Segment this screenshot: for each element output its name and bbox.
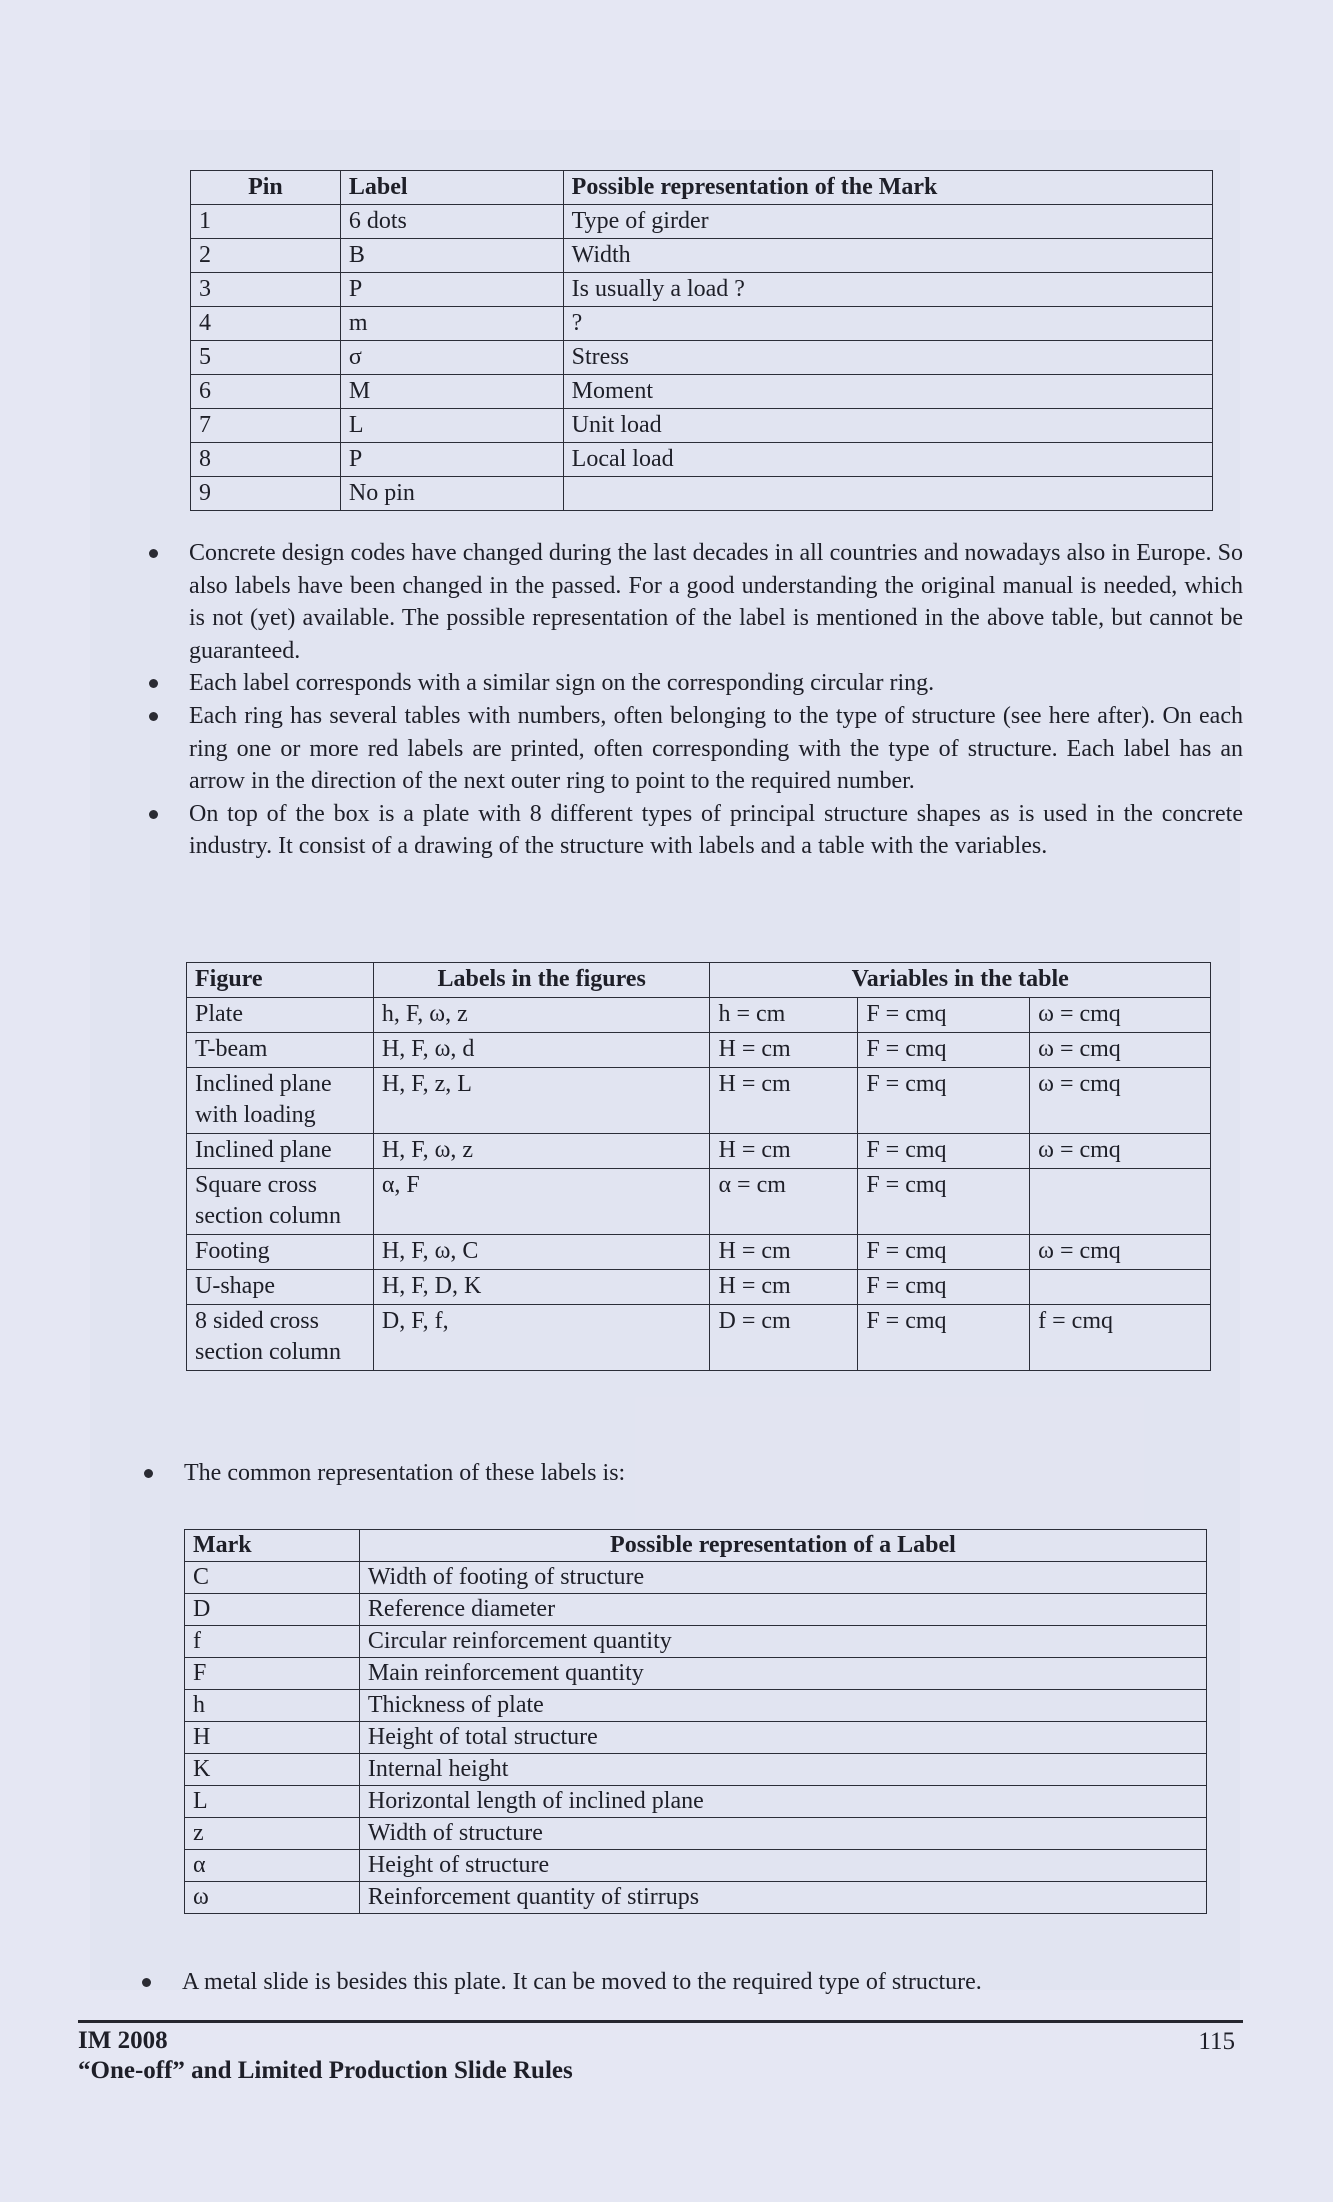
representation-cell: Thickness of plate — [359, 1690, 1206, 1722]
representation-cell: Is usually a load ? — [563, 273, 1212, 307]
header-representation: Possible representation of a Label — [359, 1530, 1206, 1562]
variable-cell: F = cmq — [858, 1134, 1030, 1169]
representation-cell: Width of structure — [359, 1818, 1206, 1850]
table-row — [187, 1134, 1211, 1169]
structure-figure-table — [186, 962, 1211, 1371]
pin-cell: 2 — [191, 239, 341, 273]
representation-cell: Reference diameter — [359, 1594, 1206, 1626]
bullet-text: On top of the box is a plate with 8 different types of principal structure shapes as is used in the concrete industry. It consist of a drawing of the structure with labels and a table with the variables. — [189, 800, 1243, 860]
labels-cell: D, F, f, — [373, 1305, 710, 1371]
footer-article-title: “One-off” and Limited Production Slide Rules — [78, 2057, 573, 2084]
mark-cell: K — [185, 1754, 360, 1786]
table-row — [185, 1754, 1207, 1786]
representation-cell: Unit load — [563, 409, 1212, 443]
table-row — [185, 1562, 1207, 1594]
pin-cell: 6 — [191, 375, 341, 409]
table-row — [187, 1068, 1211, 1134]
variable-cell: F = cmq — [858, 1169, 1030, 1235]
mark-cell: z — [185, 1818, 360, 1850]
representation-cell: Reinforcement quantity of stirrups — [359, 1882, 1206, 1914]
representation-cell: Horizontal length of inclined plane — [359, 1786, 1206, 1818]
mark-cell: C — [185, 1562, 360, 1594]
mark-cell: f — [185, 1626, 360, 1658]
header-figure: Figure — [187, 963, 374, 998]
bullet-text: A metal slide is besides this plate. It can be moved to the required type of structure. — [182, 1969, 982, 1995]
table-row — [191, 477, 1213, 511]
variable-cell: ω = cmq — [1030, 1134, 1211, 1169]
figure-cell: Inclined plane — [187, 1134, 374, 1169]
labels-cell: H, F, ω, z — [373, 1134, 710, 1169]
pin-cell: 8 — [191, 443, 341, 477]
table-row — [185, 1658, 1207, 1690]
variable-cell: F = cmq — [858, 1270, 1030, 1305]
variable-cell: F = cmq — [858, 1305, 1030, 1371]
table-row — [187, 1169, 1211, 1235]
table-row — [185, 1818, 1207, 1850]
mark-cell: ω — [185, 1882, 360, 1914]
header-representation: Possible representation of the Mark — [563, 171, 1212, 205]
labels-cell: H, F, ω, d — [373, 1033, 710, 1068]
figure-cell: Plate — [187, 998, 374, 1033]
variable-cell: ω = cmq — [1030, 1068, 1211, 1134]
table-row — [191, 443, 1213, 477]
header-pin: Pin — [191, 171, 341, 205]
mark-representation-table — [184, 1529, 1207, 1914]
bullet-item — [189, 798, 1243, 863]
table-row — [187, 1033, 1211, 1068]
bullet-icon — [144, 1469, 153, 1478]
header-mark: Mark — [185, 1530, 360, 1562]
table-row — [191, 307, 1213, 341]
bullet-icon — [142, 1978, 151, 1987]
bullet-icon — [149, 549, 158, 558]
labels-cell: α, F — [373, 1169, 710, 1235]
variable-cell: H = cm — [710, 1235, 858, 1270]
pin-label-table — [190, 170, 1213, 511]
bullet-text: The common representation of these labels is: — [184, 1460, 626, 1486]
common-representation-bullet — [184, 1457, 1238, 1490]
representation-cell: Circular reinforcement quantity — [359, 1626, 1206, 1658]
footer-journal: IM 2008 — [78, 2027, 168, 2054]
page-number: 115 — [1198, 2028, 1235, 2055]
variable-cell: H = cm — [710, 1270, 858, 1305]
table-row — [191, 341, 1213, 375]
variable-cell: ω = cmq — [1030, 1033, 1211, 1068]
labels-cell: H, F, D, K — [373, 1270, 710, 1305]
variable-cell: H = cm — [710, 1068, 858, 1134]
representation-cell: Height of total structure — [359, 1722, 1206, 1754]
header-labels: Labels in the figures — [373, 963, 710, 998]
figure-cell: Footing — [187, 1235, 374, 1270]
label-cell: No pin — [340, 477, 563, 511]
bullet-item — [184, 1457, 1238, 1490]
representation-cell — [563, 477, 1212, 511]
table-row — [191, 239, 1213, 273]
table-header-row — [191, 171, 1213, 205]
representation-cell: Height of structure — [359, 1850, 1206, 1882]
table-row — [191, 273, 1213, 307]
table-row — [185, 1786, 1207, 1818]
table-row — [191, 205, 1213, 239]
representation-cell: Type of girder — [563, 205, 1212, 239]
bullet-item — [189, 537, 1243, 667]
header-variables: Variables in the table — [710, 963, 1211, 998]
bullet-item — [189, 700, 1243, 798]
table-row — [187, 998, 1211, 1033]
mark-cell: α — [185, 1850, 360, 1882]
variable-cell: H = cm — [710, 1134, 858, 1169]
variable-cell: H = cm — [710, 1033, 858, 1068]
pin-cell: 9 — [191, 477, 341, 511]
figure-cell: Square cross section column — [187, 1169, 374, 1235]
table-row — [187, 1235, 1211, 1270]
mark-cell: L — [185, 1786, 360, 1818]
representation-cell: Internal height — [359, 1754, 1206, 1786]
figure-cell: Inclined plane with loading — [187, 1068, 374, 1134]
mark-cell: h — [185, 1690, 360, 1722]
variable-cell: h = cm — [710, 998, 858, 1033]
mark-cell: F — [185, 1658, 360, 1690]
bullet-text: Concrete design codes have changed during the last decades in all countries and nowadays also in Europe. So also labels have been changed in the passed. For a good understanding the original manual is needed, which is not (yet) available. The possible representation of the label is mentioned in the above table, but cannot be guaranteed. — [189, 540, 1243, 664]
description-bullet-list — [189, 537, 1243, 863]
variable-cell: f = cmq — [1030, 1305, 1211, 1371]
label-cell: M — [340, 375, 563, 409]
table-row — [185, 1594, 1207, 1626]
metal-slide-bullet — [182, 1966, 1242, 1999]
mark-cell: D — [185, 1594, 360, 1626]
variable-cell: ω = cmq — [1030, 1235, 1211, 1270]
label-cell: P — [340, 443, 563, 477]
variable-cell: F = cmq — [858, 998, 1030, 1033]
table-header-row — [187, 963, 1211, 998]
table-row — [191, 409, 1213, 443]
variable-cell — [1030, 1270, 1211, 1305]
table-row — [185, 1626, 1207, 1658]
table-row — [187, 1270, 1211, 1305]
bullet-icon — [149, 810, 158, 819]
table-header-row — [185, 1530, 1207, 1562]
representation-cell: Moment — [563, 375, 1212, 409]
figure-cell: T-beam — [187, 1033, 374, 1068]
footer-divider — [78, 2020, 1243, 2023]
table-row — [185, 1722, 1207, 1754]
header-label: Label — [340, 171, 563, 205]
representation-cell: Stress — [563, 341, 1212, 375]
variable-cell: D = cm — [710, 1305, 858, 1371]
bullet-text: Each ring has several tables with numbers, often belonging to the type of structure (see here after). On each ring one or more red labels are printed, often corresponding with the type of structure. Each label has an arrow in the direction of the next outer ring to point to the required number. — [189, 702, 1243, 795]
labels-cell: H, F, z, L — [373, 1068, 710, 1134]
mark-cell: H — [185, 1722, 360, 1754]
label-cell: P — [340, 273, 563, 307]
table-row — [185, 1882, 1207, 1914]
figure-cell: U-shape — [187, 1270, 374, 1305]
representation-cell: Width — [563, 239, 1212, 273]
pin-cell: 7 — [191, 409, 341, 443]
table-row — [185, 1850, 1207, 1882]
representation-cell: Local load — [563, 443, 1212, 477]
figure-cell: 8 sided cross section column — [187, 1305, 374, 1371]
bullet-item — [189, 667, 1243, 700]
labels-cell: h, F, ω, z — [373, 998, 710, 1033]
bullet-item — [182, 1966, 1242, 1999]
label-cell: 6 dots — [340, 205, 563, 239]
bullet-text: Each label corresponds with a similar sign on the corresponding circular ring. — [189, 670, 935, 697]
variable-cell: F = cmq — [858, 1235, 1030, 1270]
representation-cell: ? — [563, 307, 1212, 341]
table-row — [191, 375, 1213, 409]
pin-cell: 3 — [191, 273, 341, 307]
representation-cell: Main reinforcement quantity — [359, 1658, 1206, 1690]
label-cell: B — [340, 239, 563, 273]
variable-cell: ω = cmq — [1030, 998, 1211, 1033]
variable-cell: F = cmq — [858, 1033, 1030, 1068]
variable-cell: F = cmq — [858, 1068, 1030, 1134]
variable-cell — [1030, 1169, 1211, 1235]
labels-cell: H, F, ω, C — [373, 1235, 710, 1270]
representation-cell: Width of footing of structure — [359, 1562, 1206, 1594]
table-row — [187, 1305, 1211, 1371]
label-cell: m — [340, 307, 563, 341]
table-row — [185, 1690, 1207, 1722]
bullet-icon — [149, 712, 158, 721]
pin-cell: 4 — [191, 307, 341, 341]
label-cell: σ — [340, 341, 563, 375]
label-cell: L — [340, 409, 563, 443]
variable-cell: α = cm — [710, 1169, 858, 1235]
footer-title-block — [78, 2026, 573, 2086]
pin-cell: 1 — [191, 205, 341, 239]
pin-cell: 5 — [191, 341, 341, 375]
